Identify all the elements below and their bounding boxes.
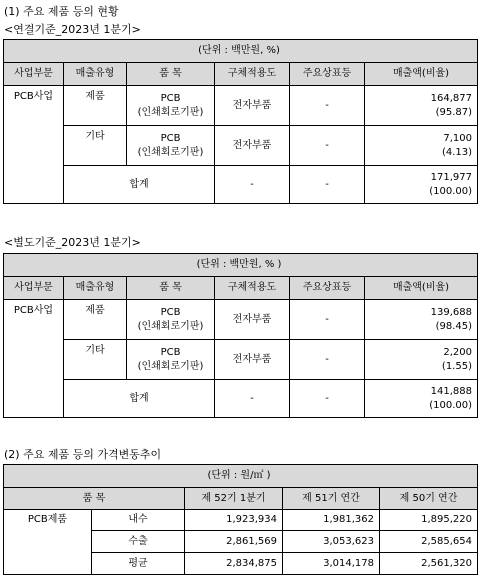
price-value: 2,834,875 (185, 553, 283, 575)
item-desc: (인쇄회로기판) (137, 106, 204, 118)
total-ratio: (100.00) (429, 185, 473, 197)
section2-title: (2) 주요 제품 등의 가격변동추이 (4, 448, 162, 461)
header-item: 품 목 (127, 63, 215, 86)
item-name: PCB (160, 346, 181, 358)
usage-cell: 전자부품 (215, 300, 290, 340)
item-desc: (인쇄회로기판) (137, 146, 204, 158)
total-row (4, 166, 478, 204)
total-label: 합계 (64, 166, 215, 204)
brand-cell: - (290, 126, 365, 166)
price-trend-table (3, 464, 478, 575)
header-segment: 사업부문 (4, 277, 64, 300)
sales-amount: 164,877 (430, 92, 473, 104)
section1-subtitle-separate: <별도기준_2023년 1분기> (4, 236, 141, 249)
section1-title: (1) 주요 제품 등의 현황 (4, 5, 119, 18)
total-amount: 171,977 (430, 171, 473, 183)
price-value: 2,561,320 (380, 553, 478, 575)
header-period-50-annual: 제 50기 연간 (380, 488, 478, 510)
header-item: 품 목 (127, 277, 215, 300)
segment-cell: PCB사업 (4, 86, 64, 204)
item-desc: (인쇄회로기판) (137, 360, 204, 372)
unit-label: (단위 : 원/㎡ ) (4, 465, 478, 488)
total-amount: 141,888 (430, 385, 472, 397)
product-cell: PCB제품 (4, 510, 92, 575)
table-row (4, 300, 478, 340)
header-brand: 주요상표등 (290, 63, 365, 86)
price-value: 1,981,362 (283, 510, 380, 531)
consolidated-sales-table (3, 39, 478, 204)
price-value: 1,895,220 (380, 510, 478, 531)
item-name: PCB (160, 132, 181, 144)
price-value: 1,923,934 (185, 510, 283, 531)
item-desc: (인쇄회로기판) (137, 320, 204, 332)
header-sales-amount: 매출액(비율) (365, 277, 478, 300)
header-period-52-q1: 제 52기 1분기 (185, 488, 283, 510)
row-label: 평균 (92, 553, 185, 575)
sales-ratio: (95.87) (435, 106, 473, 118)
brand-cell: - (290, 166, 365, 204)
header-sales-type: 매출유형 (64, 277, 127, 300)
table-row (4, 510, 478, 531)
brand-cell: - (290, 380, 365, 418)
header-usage: 구체적용도 (215, 63, 290, 86)
sales-type-cell: 제품 (64, 300, 127, 340)
brand-cell: - (290, 86, 365, 126)
sales-amount: 2,200 (443, 346, 472, 358)
sales-ratio: (4.13) (441, 146, 473, 158)
usage-cell: 전자부품 (215, 126, 290, 166)
price-value: 2,861,569 (185, 531, 283, 553)
sales-amount: 7,100 (443, 132, 473, 144)
section1-subtitle-consolidated: <연결기준_2023년 1분기> (4, 23, 141, 36)
price-value: 3,053,623 (283, 531, 380, 553)
header-item: 품 목 (4, 488, 185, 510)
header-period-51-annual: 제 51기 연간 (283, 488, 380, 510)
header-brand: 주요상표등 (290, 277, 365, 300)
total-row (4, 380, 478, 418)
usage-cell: 전자부품 (215, 340, 290, 380)
brand-cell: - (290, 340, 365, 380)
table-row (4, 340, 478, 380)
unit-label: (단위 : 백만원, % ) (4, 254, 478, 277)
usage-cell: - (215, 380, 290, 418)
price-value: 3,014,178 (283, 553, 380, 575)
row-label: 내수 (92, 510, 185, 531)
header-sales-type: 매출유형 (64, 63, 127, 86)
separate-sales-table (3, 253, 478, 418)
table-row (4, 126, 478, 166)
item-name: PCB (160, 92, 181, 104)
price-value: 2,585,654 (380, 531, 478, 553)
unit-label: (단위 : 백만원, %) (4, 40, 478, 63)
usage-cell: 전자부품 (215, 86, 290, 126)
item-name: PCB (160, 306, 181, 318)
total-ratio: (100.00) (429, 399, 472, 411)
header-usage: 구체적용도 (215, 277, 290, 300)
header-sales-amount: 매출액(비율) (365, 63, 478, 86)
sales-type-cell: 제품 (64, 86, 127, 126)
sales-type-cell: 기타 (64, 340, 127, 380)
table-row (4, 86, 478, 126)
sales-ratio: (98.45) (435, 320, 472, 332)
total-label: 합계 (64, 380, 215, 418)
sales-type-cell: 기타 (64, 126, 127, 166)
usage-cell: - (215, 166, 290, 204)
header-segment: 사업부문 (4, 63, 64, 86)
brand-cell: - (290, 300, 365, 340)
sales-amount: 139,688 (430, 306, 472, 318)
sales-ratio: (1.55) (441, 360, 472, 372)
segment-cell: PCB사업 (4, 300, 64, 418)
row-label: 수출 (92, 531, 185, 553)
